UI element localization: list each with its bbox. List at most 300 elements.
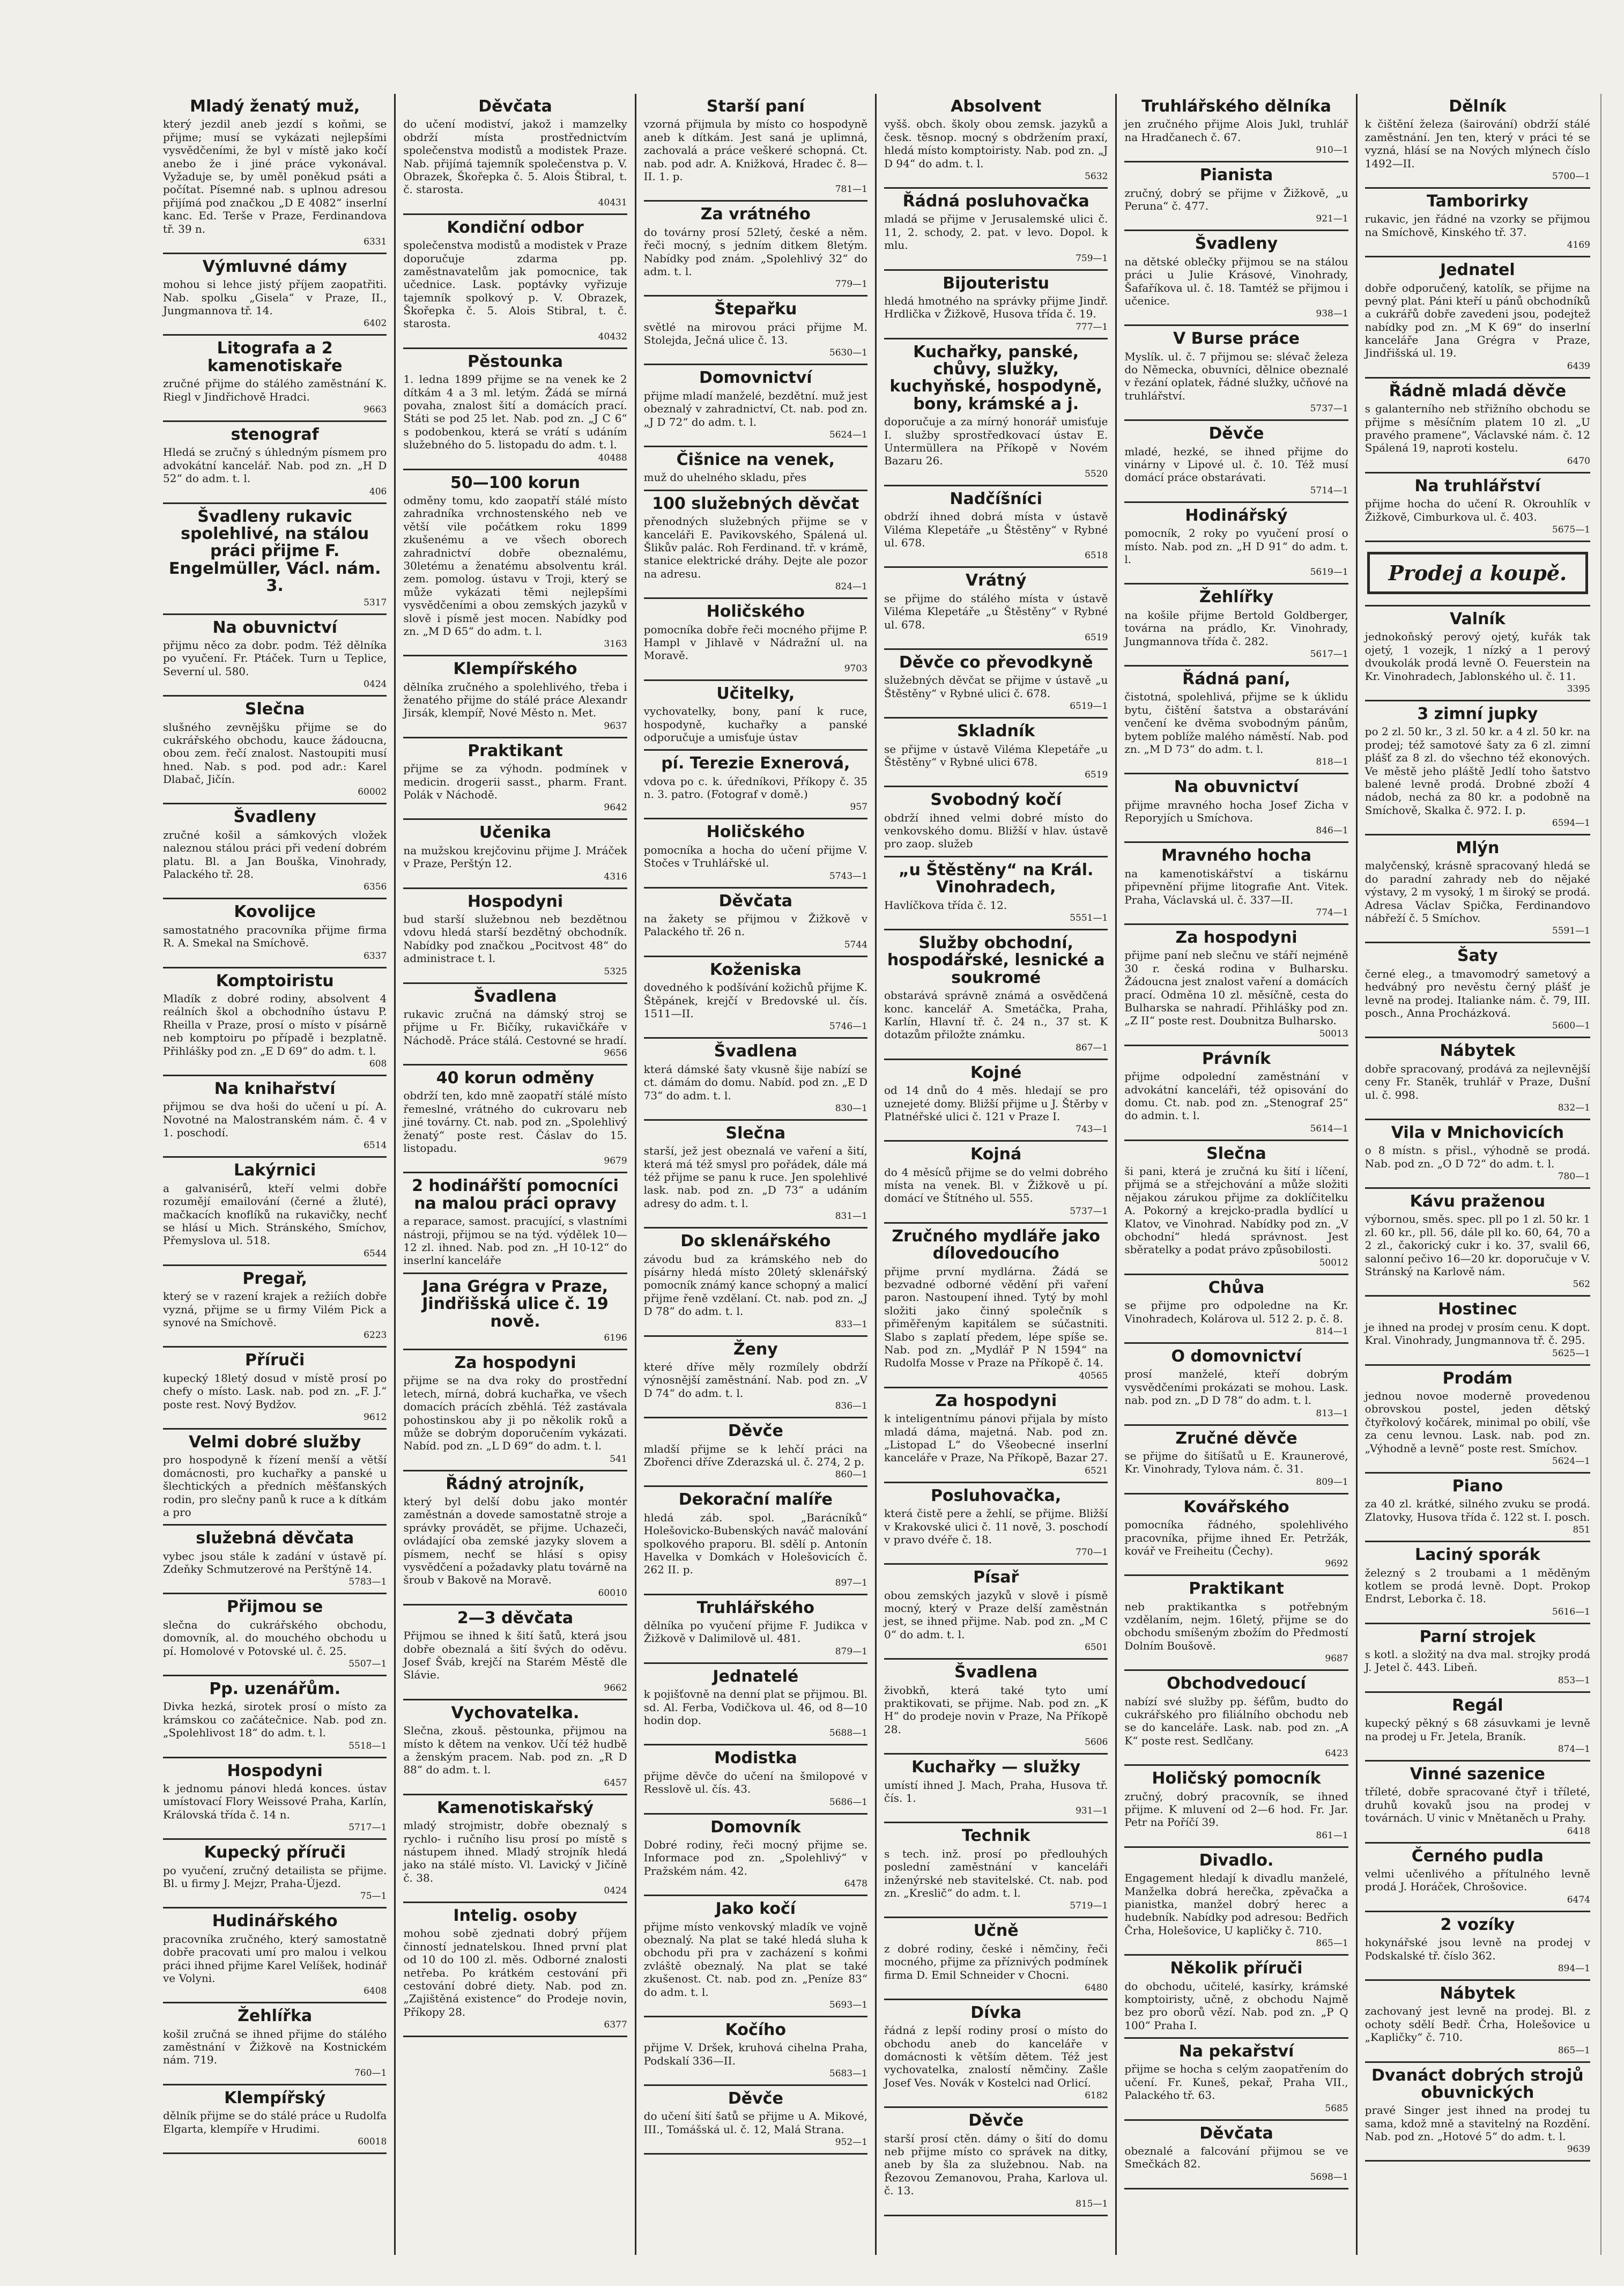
ad-headline: pí. Terezie Exnerová, (661, 754, 850, 773)
classified-ad (644, 819, 867, 888)
ad-body: pomocníka dobře řeči mocného přijme P. Hampl v Jihlavě v Nádražní ul. na Moravě. (643, 623, 867, 662)
ad-headline: Kočího (725, 2020, 787, 2039)
ad-body: Přijmou se ihned k šití šatů, která jsou dobře obeznalá a šití švých do oděvu. Josef Šváb, krejčí na Starém Městě dle Slávie. (403, 1629, 627, 1682)
page-edge (1600, 94, 1618, 2255)
ad-headline: Holičského (706, 823, 805, 842)
ad-body: hokynářské jsou levně na prodej v Podskalské tř. číslo 362. (1365, 1936, 1590, 1962)
ad-headline: Děvčata (1199, 2124, 1273, 2143)
ad-body: přijme první mydlárna. Žádá se bezvadné odborné vědění při vaření paron. Nastoupení ihned. Tytý by mohl složiti jako činný společník s přiměřeným kapitálem se súčastniti. Slabo s zaplatí předem, lépe spíše se. Nab. pod zn. „Mydlář P N 1594“ na Rudolfa Mosse v Praze na Příkopě č. 14. (884, 1264, 1108, 1370)
section-banner-label: Prodej a koupě. (1388, 560, 1567, 585)
ad-headline: Lakýrnici (233, 1161, 316, 1180)
ad-body: která čistě pere a žehlí, se přijme. Bližší v Krakovské ulici č. 11 nově, 3. poschodí v pravo dvéře č. 18. (884, 1507, 1108, 1546)
ad-headline: Modistka (714, 1749, 797, 1768)
ad-body: obeznalé a falcování přijmou se ve Smečkách 82. (1124, 2144, 1348, 2171)
ad-headline: O domovnictví (1171, 1347, 1302, 1366)
ad-body: košil zručná se ihned přijme do stálého zaměstnání v Žižkově na Kostnickém nám. 719. (163, 2027, 387, 2067)
classified-ad (163, 1430, 387, 1526)
ad-reference-number: 779—1 (835, 279, 867, 290)
ad-body: dělníka po vyučení přijme F. Judikca v Žižkově v Dalimilově ul. 481. (643, 1619, 867, 1645)
ad-reference-number: 814—1 (1316, 1326, 1348, 1337)
classified-ad (403, 1700, 627, 1795)
classified-ad (644, 94, 867, 202)
ad-body: jednokoňský perový ojetý, kuřák tak ojetý, 1 vozejk, 1 nízký a 1 perový dvoukolák prodá levně O. Feuerstein na Kr. Vinohradech, Jablonského ul. č. 11. (1365, 630, 1590, 683)
ad-reference-number: 952—1 (835, 2137, 867, 2148)
classified-ad (884, 1142, 1108, 1224)
ad-reference-number: 5551—1 (1070, 913, 1108, 924)
classified-ad (884, 719, 1108, 787)
ad-body: Engagement hledají k divadlu manželé, Manželka dobrá herečka, zpěvačka a pianistka, manžel dobrý herec a hudebník. Nabídky pod adresou: Bedřich Črha, Holešovice, U kapličky č. 710. (1124, 1871, 1348, 1937)
ad-headline: Piano (1452, 1476, 1503, 1496)
ad-headline: Řádná posluhovačka (902, 191, 1089, 211)
ad-body: mohou sobě zjednati dobrý příjem činností jednatelskou. Ihned první plat od 10 do 100 zl. měs. Odborné znalosti netřeba. Po krátkém cestování při cestování dobré diety. Nab. pod zn. „Zajištěná existence“ do Prodeje novin, Příkopy 28. (403, 1927, 627, 2018)
ad-body: slečna do cukrářského obchodu, domovník, al. do mouchého obchodu u pí. Homolové v Potovské ul. č. 25. (163, 1618, 387, 1658)
ad-headline: 2 hodinářští pomocníci na malou práci opravy (412, 1177, 619, 1213)
classified-ad (644, 1487, 867, 1595)
ad-reference-number: 813—1 (1316, 1408, 1348, 1419)
ad-body: od 14 dnů do 4 měs. hledají se pro uznejeté domy. Bližší přijme u J. Štěrby v Platnéřské ulici č. 121 v Praze I. (884, 1084, 1108, 1123)
classified-ad (644, 957, 867, 1039)
ad-body: odměny tomu, kdo zaopatří stálé místo zahradníka vrchnostenského neb ve větší vile počátkem roku 1899 zkušenému a ve všech oborech zahradnictví dobře obeznalému, 30letému a ženatému absolventu král. zem. pomolog. ústavu v Troji, který se může vykázati těmi nejlepšími vysvědčeními a obou zemských jazyků v slově i písmě jest mocen. Nabídky pod zn. „M D 65“ do adm. t. l. (403, 493, 627, 638)
ad-reference-number: 865—1 (1316, 1938, 1348, 1949)
ad-body: se přijme pro odpoledne na Kr. Vinohradech, Kolárova ul. 512 2. p. č. 8. (1124, 1299, 1348, 1325)
ad-reference-number: 5606 (1085, 1737, 1108, 1748)
ad-reference-number: 861—1 (1316, 1830, 1348, 1841)
ad-headline: Děvčata (718, 891, 793, 911)
classified-ad (403, 984, 627, 1066)
ad-headline: Švadlena (473, 987, 557, 1006)
ad-reference-number: 6337 (364, 950, 387, 961)
ad-reference-number: 860—1 (835, 1469, 867, 1481)
ad-body: jednou novoe moderně provedenou obrovskou postel, jeden dětský čtyřkolový kočárek, minimal po obilí, vše za cenu levnou. Lask. nab. pod zn. „Výhodně a levně“ poste rest. Smíchov. (1365, 1389, 1590, 1455)
ad-headline: Slečna (1206, 1144, 1266, 1163)
ad-headline: Děvčata (478, 97, 552, 116)
ad-body: vzorná přijmula by místo co hospodyně aneb k dítkám. Jest saná je uplimná, zachovalá a práce veškeré schopná. Ct. nab. pod adr. A. Knižková, Hradec č. 8—II. 1. p. (643, 117, 867, 183)
ad-headline: Za vrátného (700, 205, 811, 224)
ad-body: závodu bud za krámského neb do písárny hledá místo 20letý sklenářský pomocník známý kance schopný a malicí přijme řeně vzdělaní. Ct. nab. pod zn. „J D 78“ do adm. t. l. (643, 1252, 867, 1318)
ad-reference-number: 5630—1 (829, 347, 867, 359)
classified-ad (1124, 326, 1348, 421)
ad-headline: Švadlena (954, 1663, 1038, 1682)
ad-headline: Jednatelé (713, 1667, 799, 1686)
ad-reference-number: 406 (369, 486, 387, 497)
ad-body: přijmou se dva hoši do učení u pí. A. Novotné na Malostranském nám. č. 4 v 1. poschodí. (163, 1100, 387, 1140)
ad-body: který jezdil aneb jezdí s koňmi, se přijme; musí se vykázati nejlepšími vysvědčeními, že byl v místě jako kočí anebo že i jiné práce vykonával. Vyžaduje se, by uměl poněkud psáti a počítat. Písemné nab. s uplnou adresou přijímá pod značkou „D E 4082“ inserlní kanc. Ed. Terše v Praze, Ferdinandova tř. 39 n. (163, 117, 387, 235)
ad-reference-number: 5698—1 (1310, 2171, 1348, 2183)
ad-reference-number: 6480 (1085, 1982, 1108, 1993)
ad-body: společenstva modistů a modistek v Praze doporučuje zdarma pp. zaměstnavatelům jak pomocnice, tak učednice. Lask. poptávky vyřizuje tajemník spolkový p. V. Obrazek, Škořepka č. 5. Alois Stibral, t. č. starosta. (403, 239, 627, 330)
classified-ad (1124, 162, 1348, 231)
ad-body: zručné přijme do stálého zaměstnání K. Riegl v Jindřichově Hradci. (163, 377, 387, 403)
ad-reference-number: 5624—1 (829, 430, 867, 441)
ad-body: prosí manželé, kteří dobrým vysvědčeními prokázati se mohou. Lask. nab. pod zn. „D D 78“ do adm. t. l. (1124, 1367, 1348, 1407)
ad-headline: Děvče (728, 1422, 783, 1441)
ad-headline: Švadlena (714, 1042, 797, 1061)
ad-headline: Posluhovačka, (931, 1486, 1062, 1505)
classified-ad (163, 1676, 387, 1758)
ad-headline: Prodám (1442, 1368, 1513, 1388)
ad-body: přenodných služebných přijme se v kanceláři E. Pavikovského, Spálená ul. Šlikův palác. Roh Ferdinand. tř. v krámě, stanice elektrické dráhy. Dejte ale pozor na adresu. (643, 515, 867, 580)
ad-body: přijme mravného hocha Josef Zicha v Reporyjích u Smíchova. (1124, 798, 1348, 825)
ad-body: hledá hmotného na správky přijme Jindř. Hrdlička v Žižkově, Husova třída č. 19. (884, 294, 1108, 321)
ad-headline: Bijouteristu (943, 273, 1050, 293)
ad-body: kupecký 18letý dosud v místě prosí po chefy o místo. Lask. nab. pod zn. „F. J.“ poste rest. Nový Bydžov. (163, 1371, 387, 1411)
ad-reference-number: 743—1 (1076, 1124, 1108, 1135)
ad-body: přijme se za výhodn. podmínek v medicin. drogerii sasst., pharm. Frant. Polák v Náchodě. (403, 762, 627, 802)
ad-body: z dobré rodiny, české i němčiny, řeči mocného, přijme za příznivých podmínek firma D. Emil Schneider v Chocni. (884, 1942, 1108, 1981)
ad-reference-number: 6544 (364, 1248, 387, 1259)
ad-headline: Laciný sporák (1414, 1545, 1540, 1565)
classified-ad (163, 1594, 387, 1676)
classified-ad (644, 1896, 867, 2017)
ad-body: který byl delší dobu jako montér zaměstnán a dovede samostatně stroje a správky provádět, se přijme. Uchazeči, ovládající oba zemské jazyky slovem a písmem, nechť se hlásí s opisy vysvědčení a požadavky platu továrně na šroub v Bakově na Moravě. (403, 1495, 627, 1587)
ad-reference-number: 6439 (1567, 360, 1590, 372)
ad-column-6 (1358, 94, 1598, 2255)
ad-headline: Na truhlářství (1414, 476, 1541, 495)
ad-headline: Vychovatelka. (451, 1703, 580, 1722)
ad-reference-number: 6519 (1085, 632, 1108, 643)
ad-body: pomocník, 2 roky po vyučení prosí o místo. Nab. pod zn. „H D 91“ do adm. t. l. (1124, 527, 1348, 566)
ad-headline: Příruči (245, 1351, 305, 1370)
classified-ad (1124, 1848, 1348, 1956)
ad-body: se přijme v ústavě Viléma Klepetáře „u Štěstěny“ v Rybné ulici 678. (884, 742, 1108, 768)
ad-reference-number: 938—1 (1316, 308, 1348, 320)
ad-headline: Řádně mladá děvče (1389, 381, 1567, 401)
classified-ad (403, 215, 627, 349)
classified-ad (644, 889, 867, 957)
ad-headline: Mladý ženatý muž, (190, 97, 360, 116)
classified-ad (884, 339, 1108, 486)
ad-reference-number: 5518—1 (348, 1740, 387, 1751)
ad-reference-number: 5616—1 (1552, 1606, 1590, 1617)
ad-body: která dámské šaty vkusně šije nabízí se ct. dámám do domu. Nabíd. pod zn. „E D 73“ do adm. t. l. (643, 1062, 867, 1102)
ad-headline: Dekorační malíře (678, 1490, 833, 1510)
ad-body: obou zemských jazyků v slově i písmě mocný, který v Praze delší zaměstnán jest, se ihned přijme. Nab. pod zn. „M C 0“ do adm. t. l. (884, 1588, 1108, 1641)
classified-ad (884, 2108, 1108, 2216)
ad-body: do továrny prosí 52letý, české a něm. řeči mocný, s jedním ditkem 8letým. Nabídky pod znám. „Spolehlivý 32“ do adm. t. l. (643, 225, 867, 278)
classified-ad (1124, 1766, 1348, 1848)
ad-headline: Zručného mydláře jako dílovedoucího (892, 1226, 1100, 1263)
ad-reference-number: 5717—1 (348, 1822, 387, 1833)
classified-ad (884, 650, 1108, 719)
ad-body: vyšš. obch. školy obou zemsk. jazyků a česk. těsnop. mocný s obdržením praxí, hledá místo komptoiristy. Nab. pod zn. „J D 94“ do adm. t. l. (884, 117, 1108, 170)
ad-reference-number: 9692 (1325, 1558, 1348, 1570)
ad-headline: Truhlářského dělníka (1141, 97, 1331, 116)
ad-reference-number: 830—1 (835, 1103, 867, 1114)
classified-ad (1365, 1542, 1590, 1624)
ad-headline: Kondiční odbor (447, 218, 584, 237)
ad-headline: Hudinářského (212, 1912, 338, 1931)
ad-column-2 (396, 94, 636, 2255)
ad-headline: Kovářského (1183, 1497, 1289, 1516)
ad-body: dobře spracovaný, prodává za nejlevnější ceny Fr. Staněk, truhlář v Praze, Dušní ul. č. 998. (1365, 1062, 1590, 1101)
ad-reference-number: 50012 (1319, 1257, 1348, 1268)
ad-column-4 (877, 94, 1117, 2255)
ad-reference-number: 846—1 (1316, 825, 1348, 837)
ad-body: mladý strojmistr, dobře obeznalý s rychlo- i ručního lisu prosí po místě s nástupem ihned. Mladý strojník hledá jako na stálé místo. Vl. Lavický v Jičíně č. 38. (403, 1819, 627, 1884)
classified-ad (403, 349, 627, 470)
ad-headline: 50—100 korun (450, 473, 581, 492)
classified-ad (1124, 1671, 1348, 1766)
ad-body: mohou si lehce jistý příjem zaopatřiti. Nab. spolku „Gisela“ v Praze, II., Jungmannova tř. 14. (163, 278, 387, 317)
ad-headline: Praktikant (468, 741, 563, 760)
classified-ad (884, 1565, 1108, 1660)
ad-headline: Holičský pomocník (1152, 1769, 1321, 1788)
ad-reference-number: 851 (1573, 1525, 1590, 1536)
ad-headline: Žehlířka (238, 2007, 313, 2026)
ad-body: je ihned na prodej v prosím cenu. K dopt. Kral. Vinohrady, Jungmannova tř. č. 295. (1365, 1320, 1590, 1347)
ad-body: služebných děvčat se přijme v ústavě „u Štěstěny“ v Rybné ulici č. 678. (884, 674, 1108, 700)
classified-ad (1124, 774, 1348, 843)
ad-body: Mladík z dobré rodiny, absolvent 4 reálních škol a obchodního ústavu P. Rheilla v Praze, prosí o místo v písárně neb komptoiru po případě i bezplatně. Přihlášky pod zn. „E D 69“ do adm. t. l. (163, 992, 387, 1057)
ad-body: který se v razení krajek a režiích dobře vyzná, přijme se u firmy Vilém Pick a synové na Smíchově. (163, 1290, 387, 1329)
ad-reference-number: 5632 (1085, 171, 1108, 182)
classified-ad (1365, 379, 1590, 474)
ad-reference-number: 6519 (1085, 770, 1108, 781)
ad-headline: Na pekařství (1178, 2042, 1294, 2061)
ad-body: do obchodu, učitelé, kasírky, krámské komptoiristy, učně, z obchodu Najmě bez pro oborů vězí. Nab. pod zn. „P Q 100“ Praha I. (1124, 1979, 1348, 2032)
classified-ad (1365, 943, 1590, 1038)
classified-ad (1124, 1576, 1348, 1671)
ad-headline: Domovník (710, 1817, 801, 1837)
classified-ad (884, 1755, 1108, 1823)
ad-reference-number: 5744 (844, 939, 867, 950)
classified-ad (644, 2017, 867, 2086)
classified-ad (1124, 231, 1348, 326)
classified-ad (1365, 1120, 1590, 1189)
classified-ad (1365, 1297, 1590, 1365)
classified-ad (163, 1758, 387, 1840)
ad-body: k pojišťovně na denní plat se přijmou. Bl. sd. Al. Ferba, Vodičkova ul. 46, od 8—10 hodin dop. (643, 1688, 867, 1727)
ad-reference-number: 6356 (364, 882, 387, 893)
ad-body: nabízí své služby pp. šéfům, budto do cukrářského pro filiálního obchodu neb se do kanceláře. Lask. nab. pod zn. „A K“ poste rest. Sedlčany. (1124, 1695, 1348, 1747)
ad-reference-number: 4316 (604, 871, 627, 882)
ad-reference-number: 541 (610, 1453, 627, 1464)
ad-reference-number: 5325 (604, 966, 627, 977)
classified-ad (644, 1121, 867, 1229)
ad-headline: Nábytek (1440, 1984, 1516, 2003)
classified-ad (163, 697, 387, 804)
ad-body: slušného zevnějšku přijme se do cukrářského obchodu, kauce žádoucna, obou zem. řečí znalost. Nastoupiti musí hned. Nab. s pod. pod adr.: Karel Dlabač, Jičín. (163, 720, 387, 786)
classified-ad (884, 2000, 1108, 2108)
ad-reference-number: 867—1 (1076, 1042, 1108, 1053)
classified-ad (403, 738, 627, 820)
ad-reference-number: 770—1 (1076, 1547, 1108, 1558)
ad-column-1 (155, 94, 396, 2255)
classified-ad (884, 857, 1108, 930)
ad-headline: Svobodný kočí (930, 790, 1062, 810)
ad-column-3 (636, 94, 877, 2255)
classified-ad (884, 1823, 1108, 1918)
ad-headline: Kojné (970, 1063, 1022, 1082)
classified-ad (644, 491, 867, 599)
classified-ad (644, 202, 867, 297)
ad-body: přijme odpolední zaměstnání v advokátní kanceláři, též opisování do domu. Ct. nab. pod zn. „Stenograf 25“ do admin. t. l. (1124, 1070, 1348, 1122)
ad-headline: Výmluvné dámy (202, 257, 347, 276)
ad-reference-number: 957 (850, 802, 867, 813)
ad-reference-number: 5714—1 (1310, 485, 1348, 496)
ad-headline: Ženy (733, 1340, 778, 1359)
classified-ad (644, 1039, 867, 1121)
classified-ad (163, 2003, 387, 2085)
ad-headline: stenograf (231, 425, 319, 445)
ad-headline: Hospodyni (467, 892, 563, 911)
ad-headline: Obchodvedoucí (1167, 1674, 1306, 1693)
ad-reference-number: 5737—1 (1310, 403, 1348, 415)
ad-headline: Řádná paní, (1182, 669, 1291, 689)
ad-reference-number: 40488 (598, 452, 627, 463)
ad-reference-number: 5591—1 (1552, 926, 1590, 937)
ad-reference-number: 5686—1 (829, 1796, 867, 1808)
ad-headline: Kupecký příruči (204, 1843, 346, 1862)
ad-headline: Vila v Mnichovicích (1391, 1123, 1564, 1142)
classified-ad (403, 820, 627, 889)
ad-headline: Pp. uzenářům. (209, 1680, 341, 1699)
ad-reference-number: 5746—1 (829, 1021, 867, 1032)
ad-headline: Služby obchodní, hospodářské, lesnické a soukromé (887, 934, 1105, 987)
classified-ad (1124, 1495, 1348, 1577)
classified-ad (1124, 585, 1348, 667)
ad-body: malyčenský, krásně spracovaný hledá se do paradní zahrady neb do nějaké výstavy, 2 m vysoký, 1 m široký se prodá. Adresa Václav Spička, Ferdinandovo nábřeží č. 5 Smíchov. (1365, 859, 1590, 925)
ad-body: přijme V. Dršek, kruhová cihelna Praha, Podskalí 336—II. (643, 2041, 867, 2067)
ad-headline: Učenika (479, 823, 552, 842)
classified-ad (1365, 835, 1590, 943)
ad-headline: Písař (973, 1568, 1019, 1587)
classified-ad (644, 297, 867, 365)
ad-headline: Štepařku (714, 300, 797, 319)
classified-ad (644, 1418, 867, 1487)
ad-headline: Právník (1202, 1049, 1271, 1068)
ad-body: přijmu něco za dobr. podm. Též dělníka po vyučení. Fr. Ptáček. Turn u Teplice, Severní ul. 580. (163, 638, 387, 678)
ad-body: na košile přijme Bertold Goldberger, továrna na prádlo, Kr. Vinohrady, Jungmannova třída č. 282. (1124, 608, 1348, 648)
ad-reference-number: 40432 (598, 331, 627, 342)
ad-reference-number: 5683—1 (829, 2068, 867, 2080)
ad-reference-number: 6594—1 (1552, 818, 1590, 829)
ad-reference-number: 865—1 (1558, 2045, 1590, 2056)
ad-headline: Kuchařky, panské, chůvy, služky, kuchyňské, hospodyně, bony, krámské a j. (889, 342, 1102, 413)
classified-ad (163, 422, 387, 504)
ad-headline: Švadleny (233, 808, 316, 827)
ad-reference-number: 5619—1 (1310, 567, 1348, 578)
ad-reference-number: 5693—1 (829, 1999, 867, 2010)
classified-ad (163, 1266, 387, 1348)
ad-reference-number: 5783—1 (348, 1577, 387, 1588)
classified-ad (403, 1350, 627, 1471)
classified-ad (403, 1066, 627, 1173)
classified-ad (644, 1745, 867, 1814)
ad-reference-number: 60002 (358, 787, 387, 798)
ad-reference-number: 6474 (1567, 1894, 1590, 1905)
ad-reference-number: 5614—1 (1310, 1123, 1348, 1134)
classified-ad (1365, 1693, 1590, 1762)
classified-ad (644, 1337, 867, 1419)
ad-body: k čištění železa (šairování) obdrží stálé zaměstnání. Jen ten, který v práci té se vyzná, hlásí se na Nových mlýnech číslo 1492—II. (1365, 117, 1590, 170)
ad-reference-number: 75—1 (360, 1891, 387, 1902)
classified-ad (1124, 1046, 1348, 1141)
ad-body: do učení modiství, jakož i mamzelky obdrží místa prostřednictvím společenstva modistů a modistek Praze. Nab. přijímá tajemník společenstva p. V. Obrazek, Škořepka č. 5. Alois Štibral, t. č. starosta. (403, 117, 627, 196)
ad-body: starší prosí ctěn. dámy o šití do domu neb přijme místo co správek na ditky, aneb by šla za služebnou. Nab. na Řezovou Zemanovou, Praha, Karlova ul. č. 13. (884, 2132, 1108, 2198)
ad-body: které dříve měly rozmílely obdrží výnosnější zaměstnání. Nab. pod zn. „V D 74“ do adm. t. l. (643, 1360, 867, 1400)
classified-ad (1365, 2063, 1590, 2162)
classified-ad (1124, 1426, 1348, 1495)
ad-headline: Za hospodyni (1175, 928, 1297, 948)
ad-headline: Hostinec (1437, 1300, 1517, 1319)
ad-body: ši pani, která je zručná ku šití i líčení, přijmá se a střejchování a může složiti nějakou zárukou přijme za doklíčitelku A. Pokorný a krejcko-pradla bydlící u Klatov, ve Vinohrad. Nabídky pod zn. „V obchodní“ hledá správnost. Jest sběratelky a podat právo způsobilosti. (1124, 1165, 1348, 1256)
ad-reference-number: 9639 (1567, 2144, 1590, 2155)
classified-ad (1365, 701, 1590, 835)
ad-reference-number: 6182 (1085, 2090, 1108, 2102)
ad-headline: Mlýn (1456, 839, 1500, 858)
classified-ad (1365, 606, 1590, 701)
ad-body: přijme paní neb slečnu ve stáří nejméně 30 r. česká rodina v Bulharsku. Žádoucna jest znalost vaření a domácích prací. Odměna 10 zl. měsíčně, cesta do Bulharska se nahradí. Přihlášky pod zn. „Z II“ poste rest. Doubnitza Bulharsko. (1124, 949, 1348, 1027)
ad-reference-number: 5520 (1085, 468, 1108, 479)
ad-body: přijme hocha do učení R. Okrouhlík v Žižkově, Cimburkova ul. č. 403. (1365, 497, 1590, 523)
ad-headline: Děvče (1208, 424, 1264, 443)
ad-reference-number: 9662 (604, 1682, 627, 1693)
ad-body: vychovatelky, bony, paní k ruce, hospodyně, kuchařky a panské odporučuje a umisťuje ústav (643, 705, 867, 744)
ad-body: pro hospodyně k řízení menší a větší domácnosti, pro kuchařky a panské u šlechtických a předních měšťanských rodin, pro slečny panů k ruce a k dítkám a pro (163, 1453, 387, 1519)
ad-headline: Několik příruči (1170, 1959, 1303, 1978)
ad-reference-number: 9663 (364, 404, 387, 416)
ad-reference-number: 6519—1 (1070, 701, 1108, 712)
classified-ad (1365, 1624, 1590, 1693)
ad-headline: Parní strojek (1419, 1627, 1536, 1646)
ad-reference-number: 5675—1 (1552, 524, 1590, 535)
classified-ad (884, 1483, 1108, 1565)
ad-headline: Domovnictví (699, 368, 812, 388)
classified-ad (1365, 542, 1590, 606)
ad-reference-number: 5688—1 (829, 1728, 867, 1739)
ad-reference-number: 5700—1 (1552, 171, 1590, 182)
classified-ad (1365, 189, 1590, 257)
classified-ad (644, 2086, 867, 2155)
ad-body: k inteligentnímu pánovi přijala by místo mladá dáma, majetná. Nab. pod zn. „Listopad L“ do Všeobecné inserlní kanceláře v Praze, Na Příkopě, Bazar 27. (884, 1412, 1108, 1464)
ad-body: Hledá se zručný s úhledným písmem pro advokátní kancelář. Nab. pod zn. „H D 52“ do adm. t. l. (163, 446, 387, 485)
classified-ad (163, 899, 387, 968)
ad-body: živobkň, která také tyto umí praktikovati, se přijme. Nab. pod zn. „K H“ do prodeje novin v Praze, Na Příkopě 28. (884, 1683, 1108, 1736)
ad-headline: Vrátný (965, 571, 1027, 590)
ad-body: se přijme do stálého místa v ústavě Viléma Klepetáře „u Štěstěny“ v Rybné ul. 678. (884, 591, 1108, 631)
ad-body: čistotná, spolehlivá, přijme se k úklidu bytu, čištění šatstva a obstarávání venčení ke dvěma svobodným pánům, bytem poblíže malého náměstí. Nab. pod zn. „M D 73“ do adm. t. l. (1124, 690, 1348, 756)
classified-ad (1124, 503, 1348, 585)
classified-ad (163, 254, 387, 336)
ad-reference-number: 809—1 (1316, 1476, 1348, 1488)
classified-ad (163, 2085, 387, 2154)
ad-reference-number: 833—1 (835, 1319, 867, 1330)
ad-headline: Jednatel (1440, 261, 1515, 280)
ad-column-5 (1117, 94, 1357, 2255)
ad-headline: Zručné děvče (1175, 1429, 1297, 1448)
ad-reference-number: 759—1 (1076, 253, 1108, 264)
classified-ad (644, 751, 867, 819)
classified-ad (644, 1595, 867, 1664)
classified-ad (1124, 1275, 1348, 1344)
ad-reference-number: 60018 (358, 2136, 387, 2148)
ad-body: Divka hezká, sirotek prosí o místo za krámskou co začátečnice. Nab. pod zn. „Spolehlivost 18“ do adm. t. l. (163, 1700, 387, 1740)
classified-ad (1365, 1038, 1590, 1120)
ad-body: řádná z lepší rodiny prosí o místo do obchodu aneb do kanceláře v domácnosti k větším dětem. Též jest vychovatelka, znalostí němčiny. Zašle Josef Ves. Novák v Kostelci nad Orlicí. (884, 2024, 1108, 2089)
ad-headline: Přijmou se (227, 1597, 323, 1617)
ad-body: obstarává správně známá a osvědčená konc. kancelář A. Smetáčka, Praha, Karlín, Hlavní tř. č. 24 n., 37 st. K dotazům přiložte známku. (884, 989, 1108, 1041)
ad-body: obdrží ihned velmi dobré místo do venkovského domu. Bližší v hlav. ústavě pro zaop. služeb (884, 811, 1108, 850)
classified-ad (403, 94, 627, 215)
ad-reference-number: 3395 (1567, 683, 1590, 694)
ad-headline: Pěstounka (467, 352, 563, 371)
ad-headline: Vinné sazenice (1410, 1765, 1545, 1784)
ad-reference-number: 818—1 (1316, 757, 1348, 768)
ad-headline: Kojná (970, 1145, 1022, 1164)
ad-body: rukavic, jen řádné na vzorky se přijmou na Smíchově, Kinského tř. 37. (1365, 212, 1590, 239)
classified-ad (884, 568, 1108, 650)
